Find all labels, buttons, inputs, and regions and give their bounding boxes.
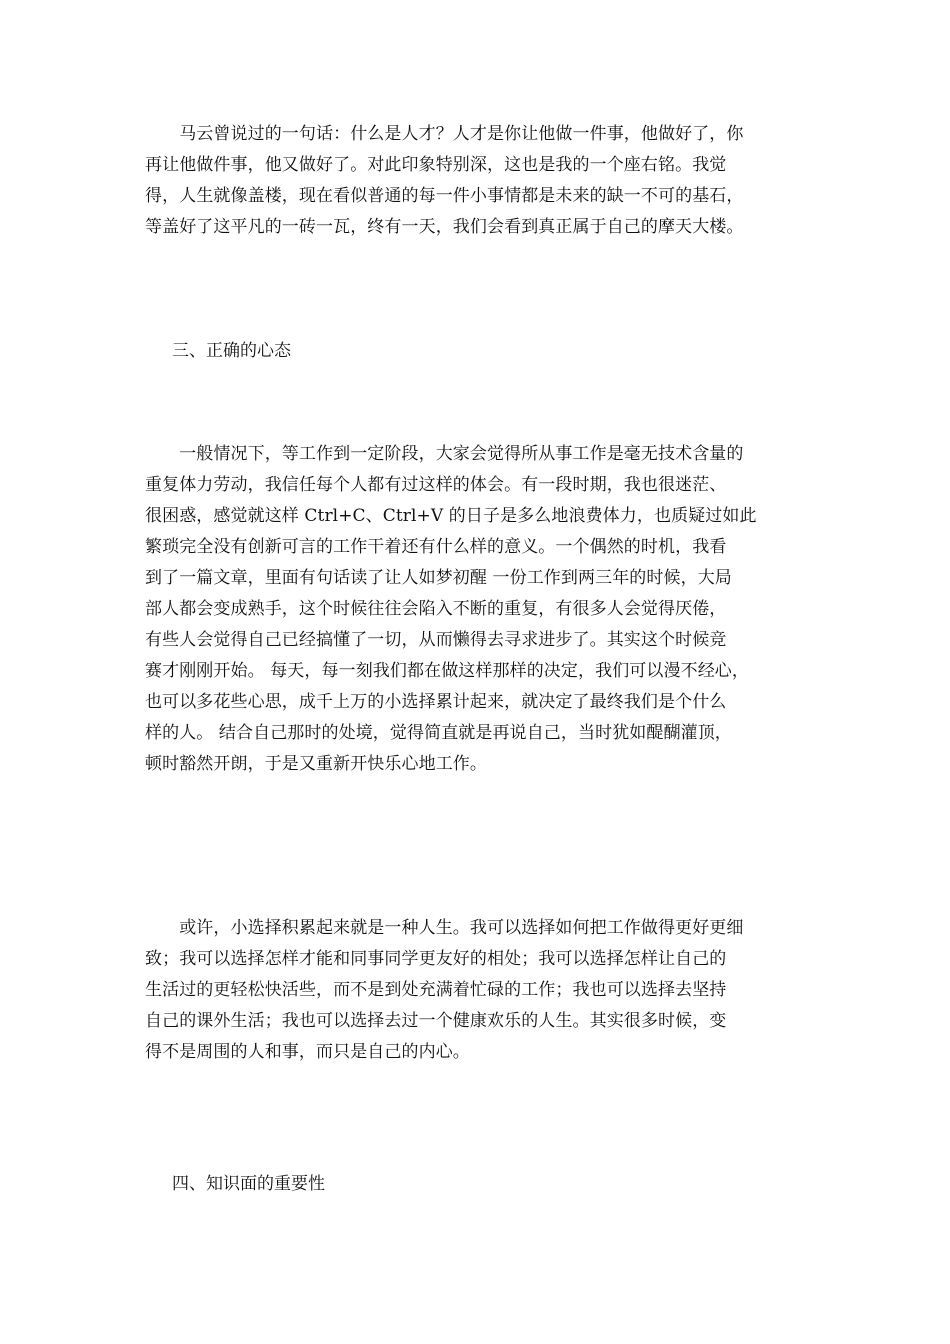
text-line: 自己的课外生活；我也可以选择去过一个健康欢乐的人生。其实很多时候，变 — [145, 1011, 727, 1031]
section-heading-3: 三、正确的心态 — [172, 341, 291, 361]
text-line: 也可以多花些心思，成千上万的小选择累计起来，就决定了最终我们是个什么 — [145, 692, 727, 712]
text-line: 繁琐完全没有创新可言的工作干着还有什么样的意义。一个偶然的时机，我看 — [145, 537, 727, 557]
text-line: 很困惑，感觉就这样 Ctrl+C、Ctrl+V 的日子是多么地浪费体力，也质疑过如此 — [145, 506, 757, 526]
text-line: 马云曾说过的一句话：什么是人才？人才是你让他做一件事，他做好了，你 — [145, 124, 744, 144]
text-line: 致；我可以选择怎样才能和同事同学更友好的相处；我可以选择怎样让自己的 — [145, 949, 727, 969]
section-heading-4: 四、知识面的重要性 — [172, 1174, 325, 1194]
text-line: 部人都会变成熟手，这个时候往往会陷入不断的重复，有很多人会觉得厌倦， — [145, 599, 727, 619]
text-line: 或许，小选择积累起来就是一种人生。我可以选择如何把工作做得更好更细 — [145, 918, 744, 938]
text-line: 一般情况下，等工作到一定阶段，大家会觉得所从事工作是毫无技术含量的 — [145, 444, 744, 464]
paragraph-choices — [145, 913, 815, 1068]
text-line: 顿时豁然开朗，于是又重新开快乐心地工作。 — [145, 754, 487, 774]
text-line: 样的人。 结合自己那时的处境，觉得简直就是再说自己，当时犹如醍醐灌顶， — [145, 723, 732, 743]
text-line: 重复体力劳动，我信任每个人都有过这样的体会。有一段时期，我也很迷茫、 — [145, 475, 727, 495]
text-line: 生活过的更轻松快活些，而不是到处充满着忙碌的工作；我也可以选择去坚持 — [145, 980, 727, 1000]
text-line: 赛才刚刚开始。 每天，每一刻我们都在做这样那样的决定，我们可以漫不经心， — [145, 661, 750, 681]
paragraph-mindset — [145, 439, 815, 780]
text-line: 到了一篇文章，里面有句话读了让人如梦初醒 一份工作到两三年的时候，大局 — [145, 568, 732, 588]
text-line: 有些人会觉得自己已经搞懂了一切，从而懒得去寻求进步了。其实这个时候竞 — [145, 630, 727, 650]
text-line: 再让他做件事，他又做好了。对此印象特别深，这也是我的一个座右铭。我觉 — [145, 155, 727, 175]
text-line: 等盖好了这平凡的一砖一瓦，终有一天，我们会看到真正属于自己的摩天大楼。 — [145, 217, 744, 237]
paragraph-talent — [145, 119, 815, 243]
text-line: 得不是周围的人和事，而只是自己的内心。 — [145, 1042, 470, 1062]
text-line: 得，人生就像盖楼，现在看似普通的每一件小事情都是未来的缺一不可的基石， — [145, 186, 744, 206]
